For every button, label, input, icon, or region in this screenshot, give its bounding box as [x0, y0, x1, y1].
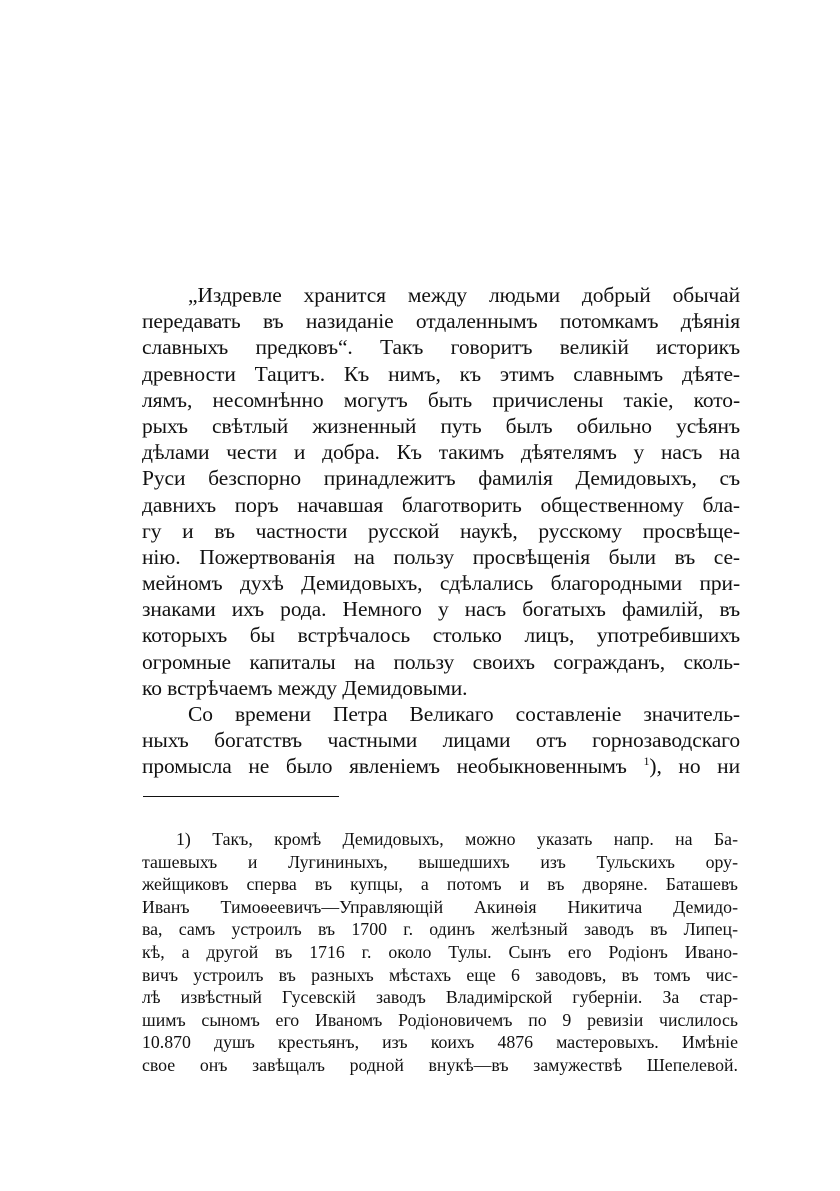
text-line: ныхъ богатствъ частными лицами отъ горнозаводскаго: [142, 728, 740, 753]
text-line: Руси безспорно принадлежитъ фамилія Демидовыхъ, съ: [142, 466, 740, 491]
footnote-line: лѣ извѣстный Гусевскій заводъ Владимірской губерніи. За стар-: [142, 987, 738, 1008]
text-line: гу и въ частности русской наукѣ, русскому просвѣще-: [142, 518, 740, 543]
footnote-line: жейщиковъ сперва въ купцы, а потомъ и въ дворяне. Баташевъ: [142, 874, 738, 895]
text-line: лямъ, несомнѣнно могутъ быть причислены такіе, кото-: [142, 387, 740, 412]
footnote-line: ва, самъ устроилъ въ 1700 г. одинъ желѣзный заводъ въ Липец-: [142, 919, 738, 940]
text-line: „Издревле хранится между людьми добрый обычай: [188, 283, 740, 307]
footnote-line: ташевыхъ и Лугининыхъ, вышедшихъ изъ Тульскихъ ору-: [142, 851, 738, 872]
footnote-line: шимъ сыномъ его Иваномъ Родіоновичемъ по 9 ревизіи числилось: [142, 1009, 738, 1030]
footnote-separator: [143, 796, 339, 797]
text-line-part: промысла не было явленіемъ необыкновеннымъ: [142, 754, 627, 779]
text-line-part: ), но ни: [649, 754, 740, 779]
footnote-line: Иванъ Тимоѳеевичъ—Управляющій Акинѳія Никитича Демидо-: [142, 896, 738, 917]
text-line: славныхъ предковъ“. Такъ говоритъ великій историкъ: [142, 335, 740, 360]
text-line: давнихъ поръ начавшая благотворить общественному бла-: [142, 492, 740, 517]
text-line: нію. Пожертвованія на пользу просвѣщенія были въ се-: [142, 544, 740, 569]
text-line: передавать въ назиданіе отдаленнымъ потомкамъ дѣянія: [142, 309, 740, 334]
footnote-ref-marker: 1: [643, 754, 650, 769]
footnote-line: 1) Такъ, кромѣ Демидовыхъ, можно указать напр. на Ба-: [176, 829, 738, 849]
footnote-line: кѣ, а другой въ 1716 г. около Тулы. Сынъ его Родіонъ Иванo-: [142, 941, 738, 962]
text-line: ко встрѣчаемъ между Демидовыми.: [142, 675, 468, 700]
text-line: знаками ихъ рода. Немного у насъ богатыхъ фамилій, въ: [142, 597, 740, 622]
text-line: огромные капиталы на пользу своихъ согражданъ, сколь-: [142, 649, 740, 674]
text-line: которыхъ бы встрѣчалось столько лицъ, употребившихъ: [142, 623, 740, 648]
main-text: [142, 282, 740, 780]
text-line: древности Тацитъ. Къ нимъ, къ этимъ славнымъ дѣяте-: [142, 361, 740, 386]
text-line: Со времени Петра Великаго составленіе значитель-: [188, 702, 740, 726]
footnote-line: 10.870 душъ крестьянъ, изъ коихъ 4876 мастеровыхъ. Имѣніе: [142, 1032, 738, 1053]
footnote-line: вичъ устроилъ въ разныхъ мѣстахъ еще 6 заводовъ, въ томъ чис-: [142, 964, 738, 985]
text-line: мейномъ духѣ Демидовыхъ, сдѣлались благородными при-: [142, 571, 740, 596]
text-line: рыхъ свѣтлый жизненный путь былъ обильно усѣянъ: [142, 413, 740, 438]
text-line: дѣлами чести и добра. Къ такимъ дѣятелямъ у насъ на: [142, 440, 740, 465]
footnote-line: свое онъ завѣщалъ родной внукѣ—въ замужествѣ Шепелевой.: [142, 1054, 738, 1075]
footnote-block: [142, 828, 738, 1077]
text-line-with-footnote-ref: [142, 753, 740, 779]
